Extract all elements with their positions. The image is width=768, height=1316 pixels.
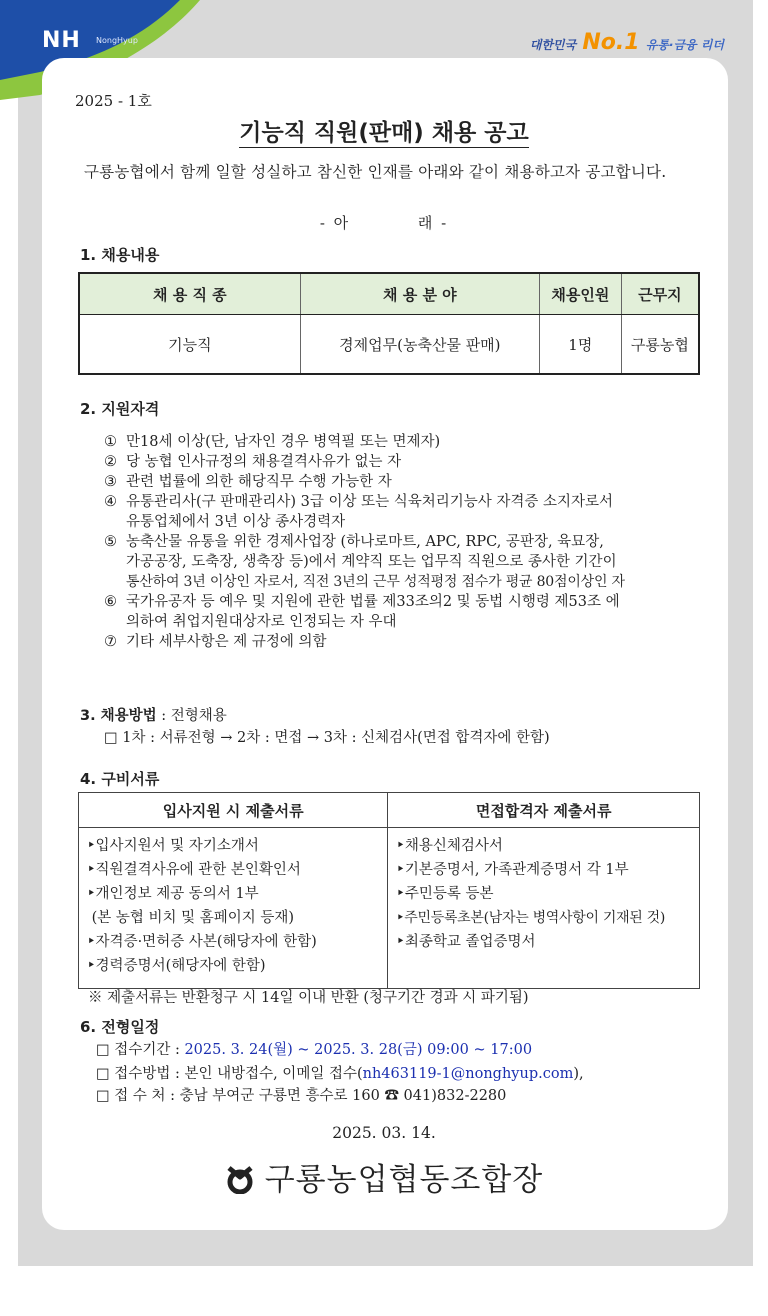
table-row [79, 828, 700, 989]
item-line: 국가유공자 등 예우 및 지원에 관한 법률 제33조의2 및 동법 시행령 제53조 에 [126, 594, 620, 610]
table-header-cell: 면접합격자 제출서류 [388, 793, 700, 828]
table-cell: 경제업무(농축산물 판매) [300, 315, 539, 375]
nonghyup-emblem-icon [225, 1164, 255, 1194]
table-cell: 1명 [539, 315, 621, 375]
list-item [104, 492, 625, 532]
item-number: ③ [104, 474, 117, 490]
list-item [104, 532, 625, 592]
item-text [126, 532, 625, 592]
item-line: 가공공장, 도축장, 생축장 등)에서 계약직 또는 업무직 직원으로 종사한 기간이 [126, 554, 617, 570]
list-item [104, 592, 625, 632]
page-title [0, 114, 768, 147]
list-item: ‣직원결격사유에 관한 본인확인서 [87, 862, 301, 878]
list-item: ‣주민등록초본(남자는 병역사항이 기재된 것) [396, 910, 666, 926]
list-item: ‣기본증명서, 가족관계증명서 각 1부 [396, 862, 629, 878]
item-text [126, 432, 440, 452]
section-3-value: : 전형채용 [156, 708, 227, 724]
list-item: ‣경력증명서(해당자에 한함) [87, 958, 266, 974]
method-label: □ 접수방법 : 본인 내방접수, 이메일 접수( [96, 1066, 363, 1082]
item-number: ⑤ [104, 534, 117, 550]
table-header-cell: 입사지원 시 제출서류 [79, 793, 388, 828]
list-item [104, 632, 625, 652]
interview-docs-cell [388, 828, 700, 989]
table-header-cell: 채용인원 [539, 273, 621, 315]
item-line: 기타 세부사항은 제 규정에 의함 [126, 634, 327, 650]
item-line: 농축산물 유통을 위한 경제사업장 (하나로마트, APC, RPC, 공판장, 육묘장, [126, 534, 604, 550]
organization-signature [0, 1154, 768, 1199]
period-label: □ 접수기간 : [96, 1042, 185, 1058]
documents-table [78, 792, 700, 989]
email-link[interactable]: nh463119-1@nonghyup.com [362, 1066, 574, 1082]
item-text [126, 592, 620, 632]
table-header-cell: 채 용 직 종 [79, 273, 300, 315]
documents-note: ※ 제출서류는 반환청구 시 14일 이내 반환 (청구기간 경과 시 파기됨) [88, 990, 529, 1006]
list-item: ‣개인정보 제공 동의서 1부 [87, 886, 259, 902]
nh-logo: NH [42, 28, 81, 53]
below-heading: - 아 래 - [319, 214, 449, 232]
section-3 [80, 704, 227, 725]
list-item [104, 472, 625, 492]
item-line: 관련 법률에 의한 해당직무 수행 가능한 자 [126, 474, 392, 490]
item-line: 의하여 취업지원대상자로 인정되는 자 우대 [126, 614, 397, 630]
section-6-heading: 6. 전형일정 [80, 1018, 160, 1036]
list-item: (본 농협 비치 및 홈페이지 등재) [87, 910, 295, 926]
item-line: 유통업체에서 3년 이상 종사경력자 [126, 514, 346, 530]
section-2-heading: 2. 지원자격 [80, 400, 160, 418]
recruitment-table [78, 272, 700, 375]
section-3-heading: 3. 채용방법 [80, 708, 157, 724]
item-number: ⑦ [104, 634, 117, 650]
organization-name: 구룡농업협동조합장 [264, 1162, 544, 1198]
schedule-method [96, 1062, 584, 1083]
item-line: 유통관리사(구 판매관리사) 3급 이상 또는 식육처리기능사 자격증 소지자로서 [126, 494, 614, 510]
item-text [126, 632, 327, 652]
nh-sub-logo: NongHyup [96, 36, 138, 45]
item-number: ② [104, 454, 117, 470]
slogan-no1: No.1 [582, 30, 640, 55]
list-item: ‣자격증·면허증 사본(해당자에 한함) [87, 934, 317, 950]
item-text [126, 452, 401, 472]
table-cell: 구룡농협 [621, 315, 699, 375]
table-row [79, 315, 699, 375]
table-header-cell: 채 용 분 야 [300, 273, 539, 315]
list-item: ‣입사지원서 및 자기소개서 [87, 838, 259, 854]
table-header-row [79, 273, 699, 315]
item-text [126, 472, 392, 492]
selection-steps: □ 1차 : 서류전형 → 2차 : 면접 → 3차 : 신체검사(면접 합격자에 한함) [104, 730, 550, 746]
item-line: 통산하여 3년 이상인 자로서, 직전 3년의 근무 성적평정 점수가 평균 80점이상인 자 [126, 574, 625, 590]
slogan [530, 30, 724, 55]
table-header-row [79, 793, 700, 828]
section-4-heading: 4. 구비서류 [80, 770, 160, 788]
item-line: 만18세 이상(단, 남자인 경우 병역필 또는 면제자) [126, 434, 441, 450]
table-cell: 기능직 [168, 335, 212, 354]
item-line: 당 농협 인사규정의 채용결격사유가 없는 자 [126, 454, 402, 470]
schedule-place: □ 접 수 처 : 충남 부여군 구룡면 흥수로 160 ☎ 041)832-2280 [96, 1088, 507, 1104]
item-number: ① [104, 434, 117, 450]
document-number: 2025 - 1호 [75, 92, 152, 110]
item-number: ④ [104, 494, 117, 510]
section-1-heading: 1. 채용내용 [80, 246, 160, 264]
qualifications-list [104, 432, 625, 652]
list-item [104, 432, 625, 452]
list-item: ‣채용신체검사서 [396, 838, 503, 854]
item-number: ⑥ [104, 594, 117, 610]
slogan-post: 유통·금융 리더 [645, 38, 724, 52]
notice-date: 2025. 03. 14. [332, 1124, 436, 1142]
title-text: 기능직 직원(판매) 채용 공고 [239, 120, 529, 146]
item-text [126, 492, 613, 532]
slogan-pre: 대한민국 [529, 38, 577, 52]
period-value: 2025. 3. 24(월) ~ 2025. 3. 28(금) 09:00 ~ 17:00 [184, 1042, 533, 1058]
schedule-period [96, 1038, 532, 1059]
list-item: ‣주민등록 등본 [396, 886, 494, 902]
application-docs-cell [79, 828, 388, 989]
list-item: ‣최종학교 졸업증명서 [396, 934, 536, 950]
intro-text: 구룡농협에서 함께 일할 성실하고 참신한 인재를 아래와 같이 채용하고자 공고합니다. [84, 163, 667, 181]
table-header-cell: 근무지 [621, 273, 699, 315]
list-item [104, 452, 625, 472]
method-end: ), [573, 1066, 584, 1082]
